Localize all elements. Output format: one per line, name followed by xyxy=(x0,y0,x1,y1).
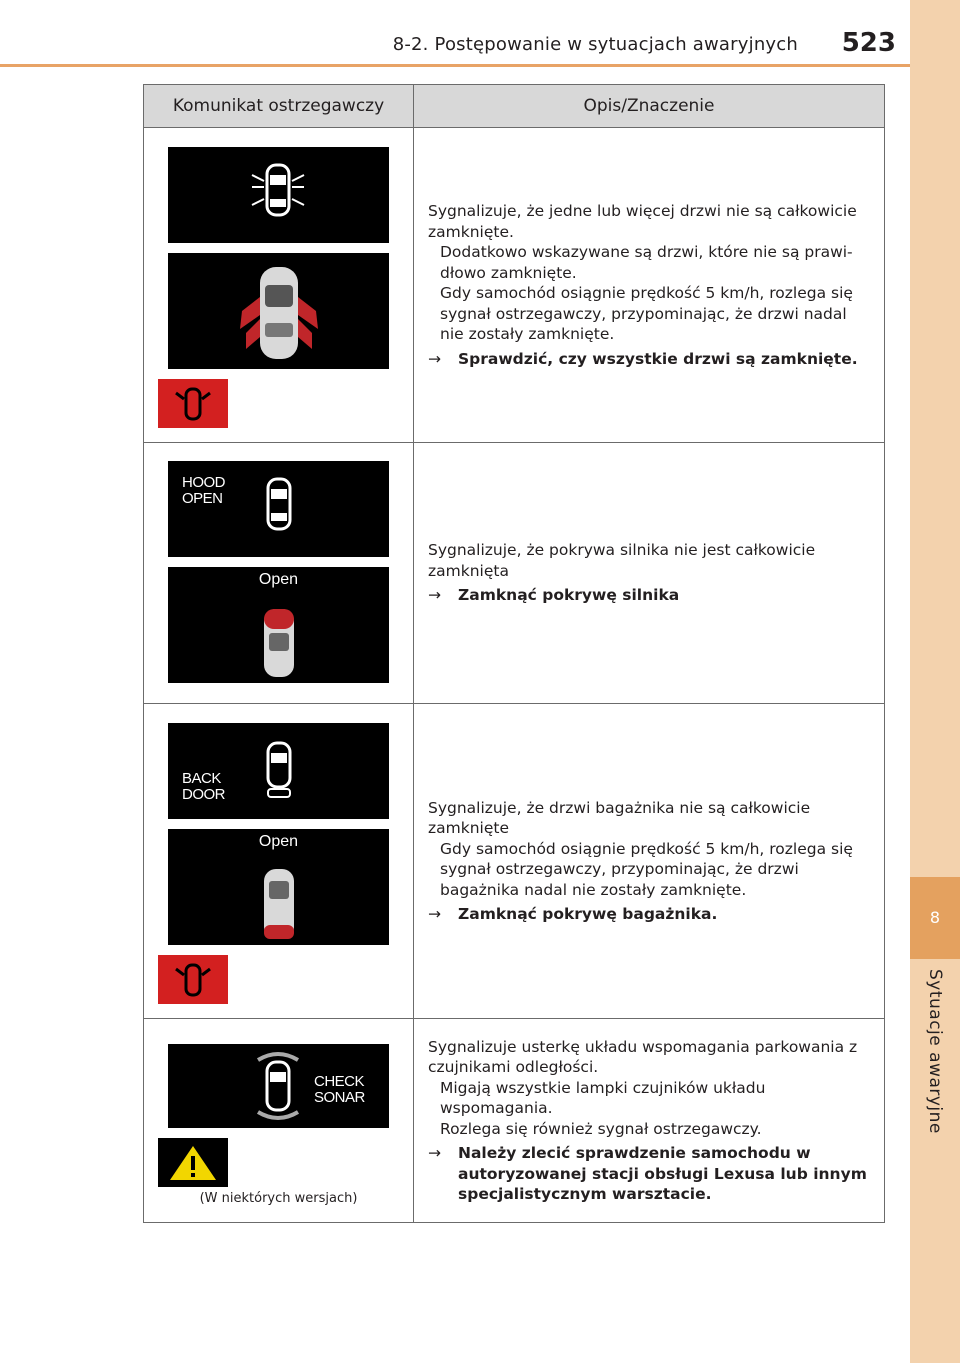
general-warning-lamp-icon xyxy=(158,1138,228,1187)
hood-open-car-view xyxy=(168,567,389,683)
warning-messages-table xyxy=(143,84,885,1223)
note-text: Gdy samochód osiągnie prędkość 5 km/h, rozlega się sygnał ostrzegawczy, przypominając, że drzwi nadal nie zostały zamknięte. xyxy=(440,284,853,343)
message-description xyxy=(414,443,885,704)
arrow-icon: → xyxy=(428,1144,441,1162)
message-image-cell xyxy=(144,1019,414,1223)
message-description xyxy=(414,128,885,443)
door-open-car-view xyxy=(168,253,389,369)
page-number: 523 xyxy=(841,28,896,58)
door-warning-lamp-icon xyxy=(158,379,228,428)
message-image-cell xyxy=(144,443,414,704)
action-text: Należy zlecić sprawdzenie samochodu w autoryzowanej stacji obsługi Lexusa lub innym specjalistycznym warsztacie. xyxy=(458,1144,867,1203)
check-sonar-screen xyxy=(168,1044,389,1128)
message-image-cell xyxy=(144,128,414,443)
action-text: Zamknąć pokrywę bagażnika. xyxy=(458,905,718,923)
back-door-screen xyxy=(168,723,389,819)
page-header xyxy=(0,0,910,67)
chapter-number: 8 xyxy=(910,877,960,959)
column-header-description: Opis/Znaczenie xyxy=(414,85,885,128)
action-text: Sprawdzić, czy wszystkie drzwi są zamknięte. xyxy=(458,349,858,368)
image-caption: (W niektórych wersjach) xyxy=(199,1190,358,1206)
message-description xyxy=(414,1019,885,1223)
message-image-cell xyxy=(144,704,414,1019)
car-top-icon xyxy=(168,723,389,819)
back-door-label: BACK DOOR xyxy=(182,769,225,803)
section-title: 8-2. Postępowanie w sytuacjach awaryjnych xyxy=(392,34,798,55)
column-header-message: Komunikat ostrzegawczy xyxy=(144,85,414,128)
table-header-row xyxy=(144,85,885,128)
table-row xyxy=(144,443,885,704)
description-text: Sygnalizuje, że pokrywa silnika nie jest całkowicie zamknięta xyxy=(428,541,816,580)
chapter-side-tab xyxy=(910,0,960,1363)
door-open-screen xyxy=(168,147,389,243)
message-description xyxy=(414,704,885,1019)
arrow-icon: → xyxy=(428,905,441,923)
action-line xyxy=(428,349,870,370)
action-line xyxy=(428,904,870,925)
back-door-car-view xyxy=(168,829,389,945)
arrow-icon: → xyxy=(428,349,441,368)
chapter-title: Sytuacje awaryjne xyxy=(925,969,945,1134)
description-text: Sygnalizuje, że drzwi bagażnika nie są całkowicie zamknięte xyxy=(428,798,811,837)
table-row xyxy=(144,128,885,443)
car-doors-open-icon xyxy=(168,253,389,369)
action-line xyxy=(428,1143,870,1205)
open-label: Open xyxy=(258,832,299,850)
table-row xyxy=(144,704,885,1019)
arrow-icon: → xyxy=(428,586,441,605)
table-row xyxy=(144,1019,885,1223)
description-text: Sygnalizuje, że jedne lub więcej drzwi nie są całkowicie zamknięte. xyxy=(428,202,857,241)
description-text: Sygnalizuje usterkę układu wspomagania parkowania z czujnikami odległości. xyxy=(428,1037,858,1076)
open-label: Open xyxy=(258,571,299,588)
note-text: Rozlega się również sygnał ostrzegawczy. xyxy=(440,1119,762,1138)
car-top-icon xyxy=(168,147,389,243)
action-text: Zamknąć pokrywę silnika xyxy=(458,586,680,605)
action-line xyxy=(428,585,870,606)
hood-open-screen xyxy=(168,461,389,557)
note-text: Dodatkowo wskazywane są drzwi, które nie są prawi-dłowo zamknięte. xyxy=(440,243,853,282)
door-warning-lamp-icon xyxy=(158,955,228,1004)
car-top-icon xyxy=(168,461,389,557)
sonar-sensors-icon xyxy=(168,1044,389,1128)
note-text: Gdy samochód osiągnie prędkość 5 km/h, rozlega się sygnał ostrzegawczy, przypominając, że drzwi bagażnika nadal nie zostały zamknięte. xyxy=(440,839,853,899)
check-sonar-label: CHECK SONAR xyxy=(314,1072,365,1106)
note-text: Migają wszystkie lampki czujników układu wspomagania. xyxy=(440,1078,766,1117)
hood-open-label: HOOD OPEN xyxy=(182,474,225,507)
